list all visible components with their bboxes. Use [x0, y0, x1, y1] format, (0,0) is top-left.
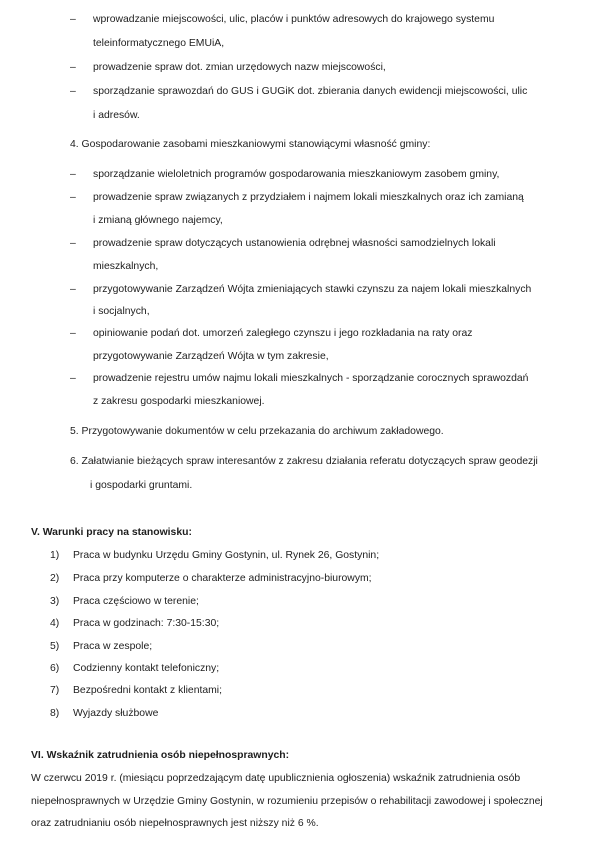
list-item-line: sporządzanie sprawozdań do GUS i GUGiK dot. zbierania danych ewidencji miejscowości, ulic	[93, 86, 528, 97]
list-number: 4)	[50, 618, 60, 629]
point-line: i gospodarki gruntami.	[90, 480, 193, 491]
list-dash: –	[70, 62, 76, 73]
list-item: Praca w zespole;	[73, 641, 153, 652]
point-line: 6. Załatwianie bieżących spraw interesantów z zakresu działania referatu dotyczących spraw geodezji	[70, 456, 538, 467]
list-item: Praca przy komputerze o charakterze administracyjno-biurowym;	[73, 573, 372, 584]
list-item: Praca w budynku Urzędu Gminy Gostynin, ul. Rynek 26, Gostynin;	[73, 550, 380, 561]
list-item-line: przygotowywanie Zarządzeń Wójta w tym zakresie,	[93, 351, 329, 362]
list-item-line: prowadzenie spraw dotyczących ustanowienia odrębnej własności samodzielnych lokali	[93, 238, 496, 249]
point-heading: 4. Gospodarowanie zasobami mieszkaniowymi stanowiącymi własność gminy:	[70, 139, 431, 150]
list-number: 7)	[50, 685, 60, 696]
list-dash: –	[70, 86, 76, 97]
list-number: 6)	[50, 663, 60, 674]
list-number: 3)	[50, 596, 60, 607]
list-number: 8)	[50, 708, 60, 719]
list-dash: –	[70, 373, 76, 384]
list-item-line: mieszkalnych,	[93, 261, 159, 272]
list-dash: –	[70, 284, 76, 295]
list-dash: –	[70, 14, 76, 25]
list-item-line: przygotowywanie Zarządzeń Wójta zmieniających stawki czynszu za najem lokali mieszkalnych	[93, 284, 532, 295]
paragraph-line: niepełnosprawnych w Urzędzie Gminy Gostynin, w rozumieniu przepisów o rehabilitacji zawodowej i społecznej	[31, 796, 543, 807]
list-number: 2)	[50, 573, 60, 584]
list-item-line: sporządzanie wieloletnich programów gospodarowania mieszkaniowym zasobem gminy,	[93, 169, 500, 180]
section-heading: VI. Wskaźnik zatrudnienia osób niepełnosprawnych:	[31, 750, 290, 761]
list-item-line: i zmianą głównego najemcy,	[93, 215, 223, 226]
list-item: Wyjazdy służbowe	[73, 708, 159, 719]
list-item: Codzienny kontakt telefoniczny;	[73, 663, 220, 674]
list-item-line: prowadzenie spraw związanych z przydziałem i najmem lokali mieszkalnych oraz ich zamianą	[93, 192, 524, 203]
list-item-line: wprowadzanie miejscowości, ulic, placów i punktów adresowych do krajowego systemu	[93, 14, 495, 25]
list-dash: –	[70, 169, 76, 180]
list-item-line: prowadzenie rejestru umów najmu lokali mieszkalnych - sporządzanie corocznych sprawozdań	[93, 373, 529, 384]
paragraph-line: oraz zatrudnianiu osób niepełnosprawnych jest niższy niż 6 %.	[31, 818, 319, 829]
list-item-line: z zakresu gospodarki mieszkaniowej.	[93, 396, 265, 407]
paragraph-line: W czerwcu 2019 r. (miesiącu poprzedzającym datę upublicznienia ogłoszenia) wskaźnik zatrudnienia osób	[31, 773, 521, 784]
list-item-line: teleinformatycznego EMUiA,	[93, 38, 225, 49]
list-item-line: opiniowanie podań dot. umorzeń zaległego czynszu i jego rozkładania na raty oraz	[93, 328, 473, 339]
point-5: 5. Przygotowywanie dokumentów w celu przekazania do archiwum zakładowego.	[70, 426, 444, 437]
list-item-line: i adresów.	[93, 110, 140, 121]
list-item: Bezpośredni kontakt z klientami;	[73, 685, 223, 696]
list-item: Praca częściowo w terenie;	[73, 596, 199, 607]
list-item-line: i socjalnych,	[93, 306, 150, 317]
list-item-line: prowadzenie spraw dot. zmian urzędowych nazw miejscowości,	[93, 62, 386, 73]
list-number: 1)	[50, 550, 60, 561]
list-number: 5)	[50, 641, 60, 652]
section-heading: V. Warunki pracy na stanowisku:	[31, 527, 192, 538]
list-item: Praca w godzinach: 7:30-15:30;	[73, 618, 220, 629]
list-dash: –	[70, 328, 76, 339]
list-dash: –	[70, 192, 76, 203]
list-dash: –	[70, 238, 76, 249]
